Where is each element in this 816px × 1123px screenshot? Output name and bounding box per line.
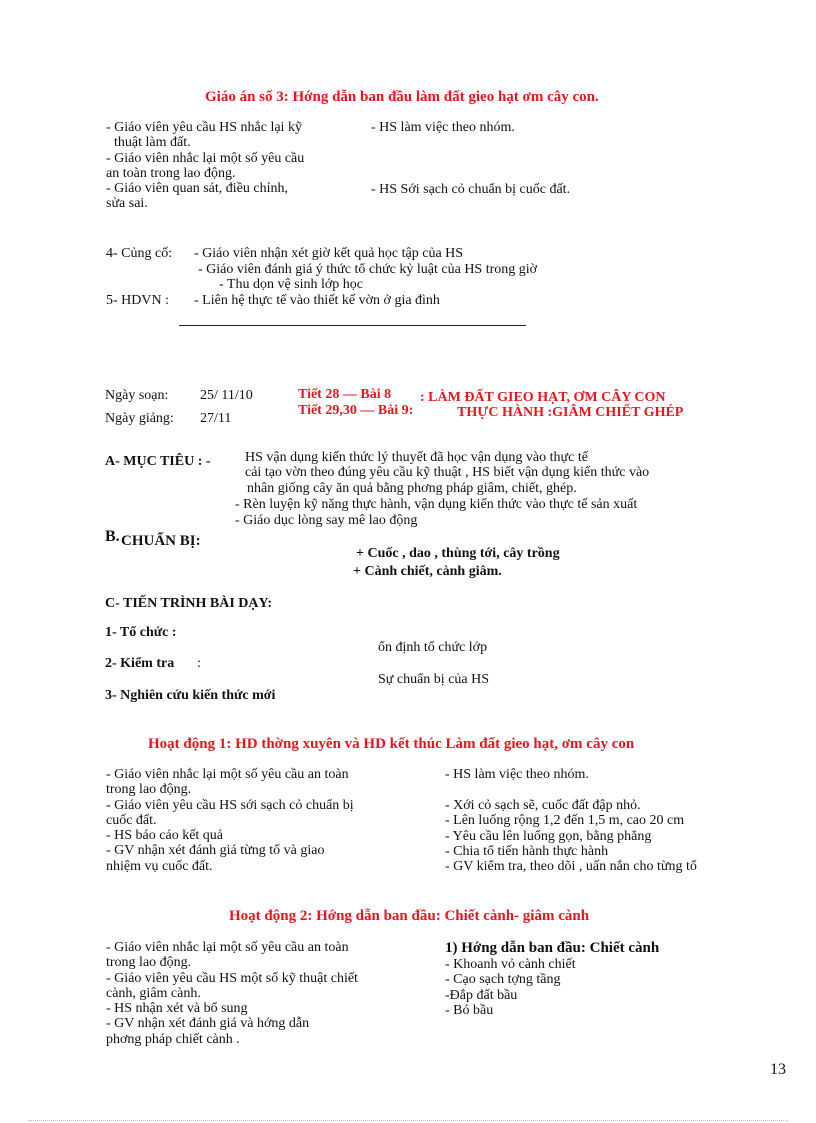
objective-line: HS vận dụng kiến thức lý thuyết đã học vận dụng vào thực tế [245,450,588,465]
activity1-right [445,798,697,874]
activity2-left-line: cành, giâm cành. [106,985,201,1001]
prep-label-b: B. [105,528,120,545]
prep-item: + Cành chiết, cành giâm. [353,564,502,579]
activity2-left-line: - Giáo viên yêu cầu HS một số kỹ thuật chiết [106,970,358,986]
prep-date: 25/ 11/10 [200,388,253,403]
process-step-2: 2- Kiểm tra [105,656,175,671]
activity1-right-line: - Chia tổ tiến hành thực hành [445,843,609,859]
teach-date-label: Ngày giảng: [105,411,174,426]
activity2-right [445,957,576,1018]
prep-item: + Cuốc , dao , thùng tới, cây trồng [356,546,560,561]
activity2-right-line: - Cạo sạch tợng tầng [445,972,561,988]
page-number: 13 [770,1061,786,1078]
block1-left-line: sửa sai. [106,196,148,212]
activity1-left-line: - HS báo cáo kết quả [106,828,224,844]
activity2-title: Hoạt động 2: Hớng dẫn ban đầu: Chiết cành- giâm cành [229,908,590,924]
activity2-right-line: - Khoanh vỏ cành chiết [445,957,576,972]
activity1-right-line: - Yêu cầu lên luống gọn, bằng phẳng [445,828,652,844]
activity1-left-line: trong lao động. [106,782,192,798]
lesson2-number: Tiết 29,30 — Bài 9: [298,403,414,418]
objective-line: - Giáo dục lòng say mê lao động [235,513,418,528]
prep-date-label: Ngày soạn: [105,388,169,403]
objective-line: cải tạo vờn theo đúng yêu cầu kỹ thuật , HS biết vận dụng kiến thức vào [245,465,650,480]
objective-line: - Rèn luyện kỹ năng thực hành, vận dụng kiến thức vào thực tế sản xuất [235,497,638,512]
block1-left-line: - Giáo viên yêu cầu HS nhắc lại kỹ [106,120,302,135]
activity1-left-line: - Giáo viên yêu cầu HS sới sạch cỏ chuẩn bị [106,797,354,813]
lesson1-number: Tiết 28 — Bài 8 [298,387,392,402]
prep-label: CHUẨN BỊ: [121,533,201,549]
activity1-title: Hoạt động 1: HD thờng xuyên và HD kết thúc Làm đất gieo hạt, ơm cây con [148,736,635,752]
page-bottom-border [28,1120,788,1121]
block1-left-line: an toàn trong lao động. [106,165,236,181]
activity1-left-line: - Giáo viên nhắc lại một số yêu cầu an toàn [106,767,349,782]
activity2-left [106,940,358,1047]
block1-left-line: - Giáo viên nhắc lại một số yêu cầu [106,150,305,166]
homework-label: 5- HDVN : [106,293,169,308]
consolidate-label: 4- Củng cố: [106,246,173,261]
objectives-label: A- MỤC TIÊU : - [105,454,211,469]
block1-right-line: - HS Sới sạch cỏ chuẩn bị cuốc đất. [371,182,571,197]
activity1-right-line: - Lên luống rộng 1,2 đến 1,5 m, cao 20 cm [445,813,685,829]
process-step-2-value: Sự chuẩn bị của HS [378,672,490,687]
consolidate-item: - Thu dọn vệ sinh lớp học [219,277,364,292]
block1-left [106,120,304,212]
homework-text: - Liên hệ thực tế vào thiết kế vờn ở gia đình [194,293,440,308]
activity2-left-line: phơng pháp chiết cành . [106,1031,240,1047]
activity1-right-line: - Xới cỏ sạch sẽ, cuốc đất đập nhỏ. [445,798,641,813]
activity2-left-line: - GV nhận xét đánh giá và hớng dẫn [106,1016,310,1032]
lesson3-title: Giáo án số 3: Hớng dẫn ban đầu làm đất gieo hạt ơm cây con. [205,89,599,105]
process-step-1-value: ổn định tổ chức lớp [378,640,488,655]
activity1-left-line: nhiệm vụ cuốc đất. [106,858,213,874]
activity1-right-line: - HS làm việc theo nhóm. [445,767,589,782]
activity1-left-line: - GV nhận xét đánh giá từng tổ và giao [106,843,325,859]
activity1-left [106,767,354,874]
block1-right-line: - HS làm việc theo nhóm. [371,120,515,135]
activity1-right-line: - GV kiểm tra, theo dõi , uấn nắn cho từng tổ [445,859,697,875]
process-label: C- TIẾN TRÌNH BÀI DẠY: [105,596,273,611]
process-step-1: 1- Tổ chức : [105,625,177,640]
activity2-left-line: - Giáo viên nhắc lại một số yêu cầu an toàn [106,940,349,955]
process-step-2-colon: : [197,656,201,671]
activity1-left-line: cuốc đất. [106,812,157,828]
activity2-right-title: 1) Hớng dẫn ban đầu: Chiết cành [445,940,660,956]
teach-date: 27/11 [200,411,232,426]
lesson2-title: THỰC HÀNH :GIÂM CHIẾT GHÉP [457,405,684,420]
consolidate-item: - Giáo viên đánh giá ý thức tổ chức kỷ luật của HS trong giờ [198,262,538,277]
activity2-right-line: -Đắp đất bầu [445,987,518,1003]
section-divider [179,325,526,326]
activity2-right-line: - Bó bầu [445,1002,494,1018]
objective-line: nhân giống cây ăn quả bằng phơng pháp giâm, chiết, ghép. [247,481,577,496]
block1-left-line: thuật làm đất. [114,135,191,151]
activity2-left-line: - HS nhận xét và bổ sung [106,1001,248,1017]
block1-left-line: - Giáo viên quan sát, điều chỉnh, [106,181,288,197]
consolidate-item: - Giáo viên nhận xét giờ kết quả học tập của HS [194,246,464,261]
activity2-left-line: trong lao động. [106,955,192,971]
process-step-3: 3- Nghiên cứu kiến thức mới [105,688,276,703]
lesson1-title: : LÀM ĐẤT GIEO HẠT, ƠM CÂY CON [420,390,666,405]
